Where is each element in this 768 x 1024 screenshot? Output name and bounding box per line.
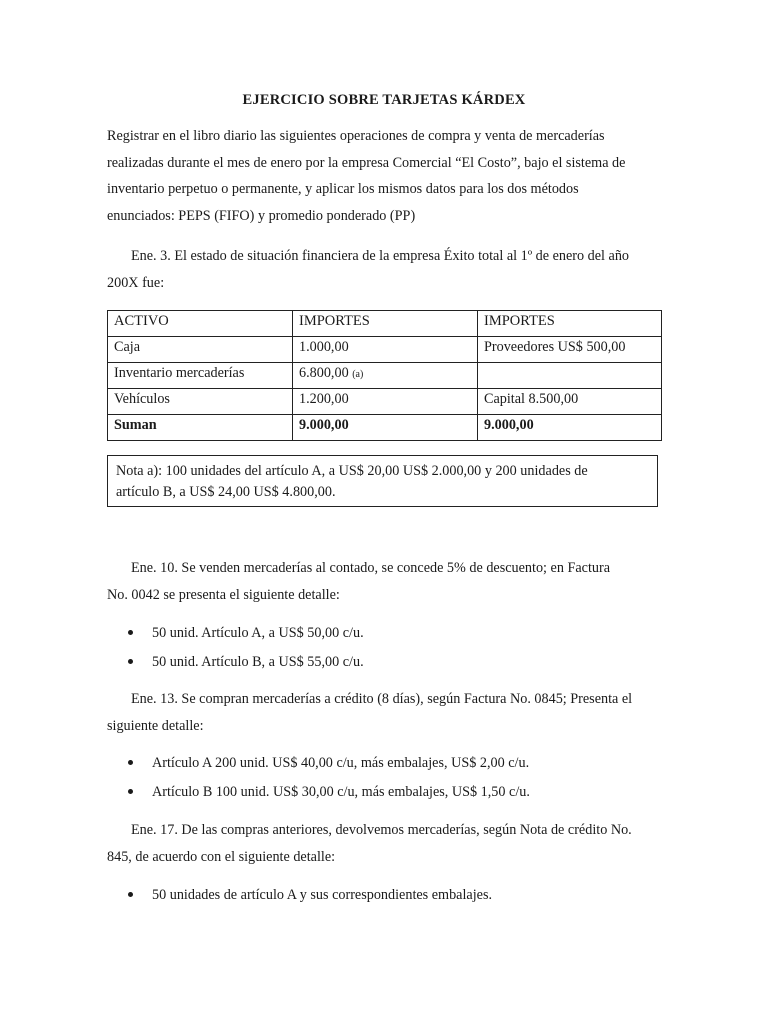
ene3-line1: Ene. 3. El estado de situación financiera de la empresa Éxito total al 1º de enero del año — [131, 248, 630, 264]
ene3-line2: 200X fue: — [107, 274, 165, 291]
intro-line: Registrar en el libro diario las siguientes operaciones de compra y venta de mercaderías — [107, 128, 605, 144]
list-item-text: 50 unid. Artículo A, a US$ 50,00 c/u. — [152, 625, 364, 641]
intro-paragraph — [107, 123, 661, 230]
balance-cell: Proveedores US$ 500,00 — [478, 337, 662, 363]
ene17-line2: 845, de acuerdo con el siguiente detalle: — [107, 848, 336, 865]
balance-cell — [293, 363, 478, 389]
total-label: Suman — [108, 415, 293, 441]
header-importes: IMPORTES — [293, 311, 478, 337]
ene17-line1: Ene. 17. De las compras anteriores, devolvemos mercaderías, según Nota de crédito No. — [131, 822, 632, 838]
list-item-text: Artículo B 100 unid. US$ 30,00 c/u, más embalajes, US$ 1,50 c/u. — [152, 783, 530, 800]
balance-row — [108, 363, 662, 389]
balance-cell: 1.000,00 — [293, 337, 478, 363]
page-title: EJERCICIO SOBRE TARJETAS KÁRDEX — [242, 92, 526, 108]
balance-cell: 1.200,00 — [293, 389, 478, 415]
list-item-text: 50 unid. Artículo B, a US$ 55,00 c/u. — [152, 653, 364, 670]
ene13-line2: siguiente detalle: — [107, 717, 204, 734]
balance-table — [107, 310, 662, 441]
ene17-paragraph — [107, 817, 661, 870]
list-item — [128, 622, 364, 651]
balance-value: 6.800,00 — [299, 365, 349, 381]
ene3-paragraph — [107, 243, 661, 296]
list-item — [128, 752, 530, 781]
balance-row — [108, 389, 662, 415]
balance-cell: Capital 8.500,00 — [478, 389, 662, 415]
total-value: 9.000,00 — [478, 415, 662, 441]
ene13-list — [128, 752, 530, 809]
bullet-icon — [128, 630, 133, 635]
balance-row — [108, 337, 662, 363]
header-activo: ACTIVO — [108, 311, 293, 337]
list-item-text: Artículo A 200 unid. US$ 40,00 c/u, más embalajes, US$ 2,00 c/u. — [152, 755, 530, 771]
note-reference-mark: (a) — [352, 369, 364, 380]
list-item — [128, 651, 364, 680]
balance-header-row — [108, 311, 662, 337]
ene10-paragraph — [107, 555, 661, 608]
list-item — [128, 884, 492, 913]
balance-cell — [478, 363, 662, 389]
note-line2: artículo B, a US$ 24,00 US$ 4.800,00. — [116, 484, 336, 500]
list-item — [128, 781, 530, 810]
bullet-icon — [128, 789, 133, 794]
note-box — [107, 455, 658, 507]
intro-line: enunciados: PEPS (FIFO) y promedio ponderado (PP) — [107, 208, 416, 225]
note-line1: Nota a): 100 unidades del artículo A, a US$ 20,00 US$ 2.000,00 y 200 unidades de — [116, 463, 588, 479]
balance-total-row — [108, 415, 662, 441]
ene17-list — [128, 884, 492, 913]
balance-cell: Inventario mercaderías — [108, 363, 293, 389]
intro-line: realizadas durante el mes de enero por la empresa Comercial “El Costo”, bajo el sistema de — [107, 154, 626, 171]
ene10-line1: Ene. 10. Se venden mercaderías al contado, se concede 5% de descuento; en Factura — [131, 560, 611, 576]
balance-cell: Caja — [108, 337, 293, 363]
header-importes: IMPORTES — [478, 311, 662, 337]
bullet-icon — [128, 659, 133, 664]
ene10-list — [128, 622, 364, 679]
ene13-paragraph — [107, 686, 661, 739]
intro-line: inventario perpetuo o permanente, y aplicar los mismos datos para los dos métodos — [107, 181, 579, 198]
bullet-icon — [128, 760, 133, 765]
list-item-text: 50 unidades de artículo A y sus correspondientes embalajes. — [152, 887, 493, 903]
total-value: 9.000,00 — [293, 415, 478, 441]
ene10-line2: No. 0042 se presenta el siguiente detalle: — [107, 586, 340, 603]
balance-cell: Vehículos — [108, 389, 293, 415]
ene13-line1: Ene. 13. Se compran mercaderías a crédito (8 días), según Factura No. 0845; Presenta el — [131, 691, 633, 707]
bullet-icon — [128, 892, 133, 897]
